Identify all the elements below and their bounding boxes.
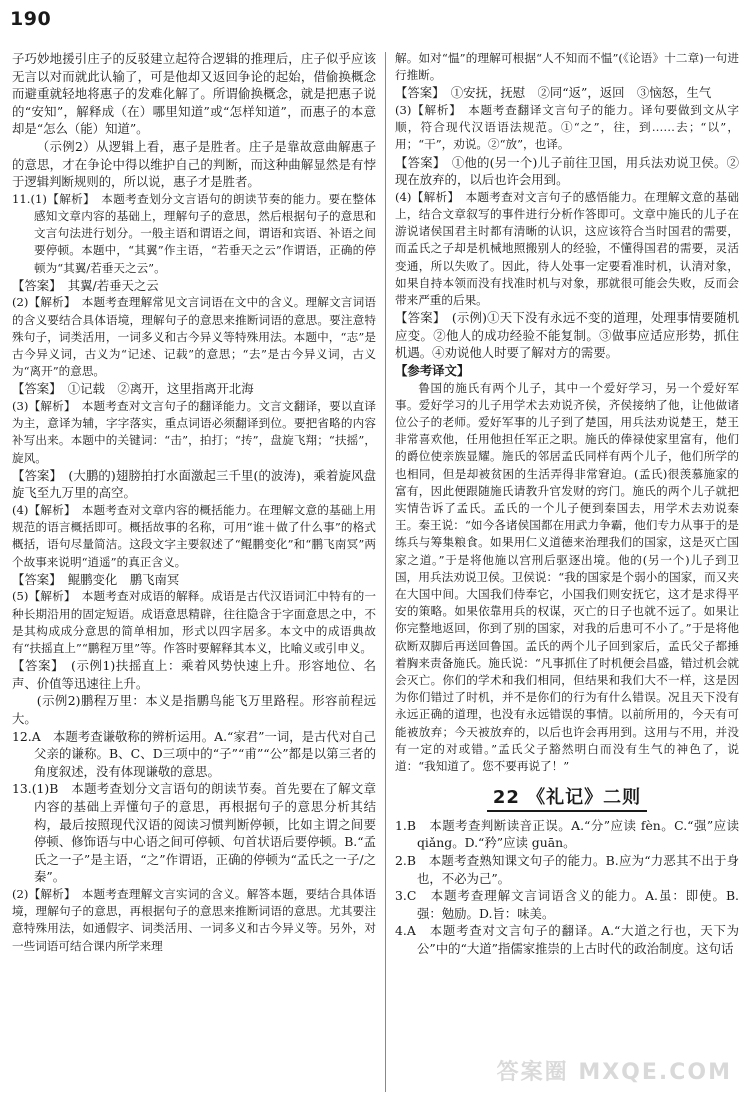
right-column-paragraph: 【答案】 ①他的(另一个)儿子前往卫国，用兵法劝说卫侯。②现在放弃的，以后也许会用到。 [395,154,739,188]
left-column-paragraph: 13.(1)B 本题考查划分文言语句的朗读节奏。首先要在了解文章内容的基础上弄懂句子的意思，再根据句子的意思分析其结构，最后按照现代汉语的阅读习惯判断停顿，比如主谓之间要停顿、修饰语与中心语之间可停顿、句首状语后要停顿。B.“孟氏之一子”是主语，“之”作谓语，正确的停顿为“孟氏之一子/之秦”。 [12,781,376,885]
right-column-paragraph: 解。如对“愠”的理解可根据“人不知而不愠”(《论语》十二章)一句进行推断。 [395,51,739,83]
left-column-paragraph: （示例2）从逻辑上看，惠子是胜者。庄子是靠故意曲解惠子的意思，才在争论中得以维护自己的判断，而这种曲解显然是有悖于逻辑判断规则的，所以说，惠子才是胜者。 [12,138,376,190]
right-column-paragraph: (3)【解析】 本题考查翻译文言句子的能力。译句要做到文从字顺，符合现代汉语语法规范。①“之”，往，到……去；“以”，用；“干”，劝说。②“放”，也译。 [395,103,739,152]
column-divider [385,52,386,1092]
right-column-paragraph: 【参考译文】 [395,363,470,378]
right-column-paragraph: 鲁国的施氏有两个儿子，其中一个爱好学习，另一个爱好军事。爱好学习的儿子用学术去劝说齐侯，齐侯接纳了他，让他做诸位公子的老师。爱好军事的儿子到了楚国，用兵法劝说楚王，楚王非常喜欢他，任用他担任军正之职。施氏的俸禄使家里富有，他们的爵位使亲族显耀。施氏的邻居孟氏同样有两个儿子，他们所学的也相同，但是却被贫困的生活弄得非常窘迫。(孟氏)很羡慕施家的富有，因此便跟随施氏请教升官发财的窍门。施氏的两个儿子就把实情告诉了孟氏。孟氏的一个儿子便到秦国去，用学术去劝说秦王。秦王说：“如今各诸侯国都在用武力争霸，他们专力从事于的是练兵与筹集粮食。如果用仁义道德来治理我们的国家，这是灭亡国家之道。”于是将他施以宫刑后驱逐出境。他的(另一个)儿子到卫国，用兵法劝说卫侯。卫侯说：“我的国家是个弱小的国家，而又夹在大国中间。大国我们侍奉它，小国我们则安抚它，这才是求得平安的策略。如果依靠用兵的权谋，灭亡的日子也就不远了。如果让你完整地返回，你到了别的国家，对我的后患可不小了。”于是将他砍断双脚后再送回鲁国。孟氏的两个儿子回到家后，孟氏父子都捶着胸来责备施氏。施氏说：“凡事抓住了时机便会昌盛，错过机会就会灭亡。你们的学术和我们相同，但结果和我们大不一样，这是因为你们错过了时机，并不是你们的行为有什么错误。况且天下没有永远正确的道理，也没有永远错误的事情。以前所用的，今天有可能被放弃；今天被放弃的，以后也许会再用到。这用与不用，并没有一定的对或错。”孟氏父子豁然明白而没有生气的神色了，说道：“我知道了。您不要再说了！” [395,380,739,774]
left-column-paragraph: 【答案】 (示例1)扶摇直上：乘着风势快速上升。形容地位、名声、价值等迅速往上升。 [12,658,376,691]
right-column-paragraph: (4)【解析】 本题考查对文言句子的感悟能力。在理解文意的基础上，结合文章叙写的事件进行分析作答即可。文章中施氏的儿子在游说诸侯国君主时都有清晰的认识，这应该符合当时国君的需要，而孟氏之子却是机械地照搬别人的经验，不懂得国君的需要，灵活变通，所以失败了。因此，待人处事一定要看准时机，认清对象，如果自持本领而没有找准时机与对象，那就很可能会失败，反而会带来严重的后果。 [395,189,739,308]
watermark: 答案圈 MXQE.COM [496,1060,732,1085]
left-column-paragraph: 11.(1)【解析】 本题考查划分文言语句的朗读节奏的能力。要在整体感知文章内容的基础上，理解句子的意思，然后根据句子的意思和文言句法进行划分。一般主语和谓语之间，谓语和宾语、补语之间要停顿。本题中，“其翼”作主语，“若垂天之云”作谓语，正确的停顿为“其翼/若垂天之云”。 [12,191,376,275]
section-number: 22 [492,787,520,809]
right-column-after-paragraph: 4.A 本题考查对文言句子的翻译。A.“大道之行也，天下为公”中的“大道”指儒家推崇的上古时代的政治制度。这句话 [395,923,739,957]
left-column-paragraph: 子巧妙地援引庄子的反驳建立起符合逻辑的推理后，庄子似乎应该无言以对而就此认输了，可是他却又返回争论的起始，借偷换概念而避重就轻地将惠子的发难化解了。所谓偷换概念，就是把惠子说的“安知”，解释成（在）哪里知道”或“怎样知道”，而惠子的本意却是“怎么（能）知道”。 [12,51,376,137]
section-heading [395,789,739,807]
left-column-paragraph: (3)【解析】 本题考查对文言句子的翻译能力。文言文翻译，要以直译为主，意译为辅，字字落实，重点词语必须翻译到位。要把省略的内容补写出来。本题中的关键词：“击”，拍打；“抟”，盘旋飞翔；“扶摇”，旋风。 [12,398,376,465]
left-column-paragraph: 【答案】 其翼/若垂天之云 [12,277,159,293]
right-column-paragraph: 【答案】 (示例)①天下没有永远不变的道理，处理事情要随机应变。②他人的成功经验不能复制。③做事应适应形势，抓住机遇。④劝说他人时要了解对方的需要。 [395,310,739,361]
right-column-after-paragraph: 1.B 本题考查判断读音正误。A.“分”应读 fèn。C.“强”应读 qiǎng。D.“矜”应读 guān。 [395,817,739,851]
left-column-paragraph: (2)【解析】 本题考查理解常见文言词语在文中的含义。理解文言词语的含义要结合具体语境，理解句子的意思来推断词语的意思。要注意特殊句子，词类活用，一词多义和古今异义等特殊用法。本题中，“志”是古今异义词，古义为“记述、记载”的意思；“去”是古今异义词，古义为“离开”的意思。 [12,295,376,379]
page-number: 190 [10,8,52,30]
section-title: 《礼记》二则 [527,787,642,809]
right-column [395,50,739,958]
right-column-paragraph: 【答案】 ①安抚，抚慰 ②同“返”，返回 ③恼怒，生气 [395,85,712,101]
left-column-paragraph: 12.A 本题考查谦敬称的辨析运用。A.“家君”一词，是古代对自己父亲的谦称。B、C、D三项中的“子”“甫”“公”都是以第三者的角度叙述，没有体现谦敬的意思。 [12,728,376,779]
left-column-paragraph: 【答案】 鲲鹏变化 鹏飞南冥 [12,571,180,587]
right-column-after-paragraph: 2.B 本题考查熟知课文句子的能力。B.应为“力恶其不出于身也，不必为己”。 [395,853,739,886]
left-column-paragraph: (示例2)鹏程万里：本义是指鹏鸟能飞万里路程。形容前程远大。 [12,693,376,726]
left-column-paragraph: (4)【解析】 本题考查对文章内容的概括能力。在理解文意的基础上用规范的语言概括即可。概括故事的名称，可用“谁＋做了什么事”的格式概括，语句尽量简洁。这段文字主要叙述了“鲲鹏变化”和“鹏飞南冥”两个故事来说明“逍遥”的真正含义。 [12,502,376,569]
left-column-paragraph: (5)【解析】 本题考查对成语的解释。成语是古代汉语词汇中特有的一种长期沿用的固定短语。成语意思精辟，往往隐含于字面意思之中，不是其构成成分意思的简单相加，形式以四字居多。本文中的成语典故有“扶摇直上”“鹏程万里”等。作答时要解释其本义，比喻义或引申义。 [12,589,376,655]
left-column [12,50,376,955]
left-column-paragraph: 【答案】 ①记载 ②离开，这里指离开北海 [12,381,254,397]
left-column-paragraph: 【答案】 (大鹏的)翅膀拍打水面激起三千里(的波涛)，乘着旋风盘旋飞至九万里的高空。 [12,467,376,501]
right-column-after-paragraph: 3.C 本题考查理解文言词语含义的能力。A.虽：即使。B.强：勉励。D.旨：味美。 [395,888,739,921]
left-column-paragraph: (2)【解析】 本题考查理解文言实词的含义。解答本题，要结合具体语境，理解句子的意思，再根据句子的意思来推断词语的意思。尤其要注意特殊用法，如通假字、词类活用、一词多义和古今异义等。另外，对一些词语可结合课内所学来理 [12,886,376,953]
